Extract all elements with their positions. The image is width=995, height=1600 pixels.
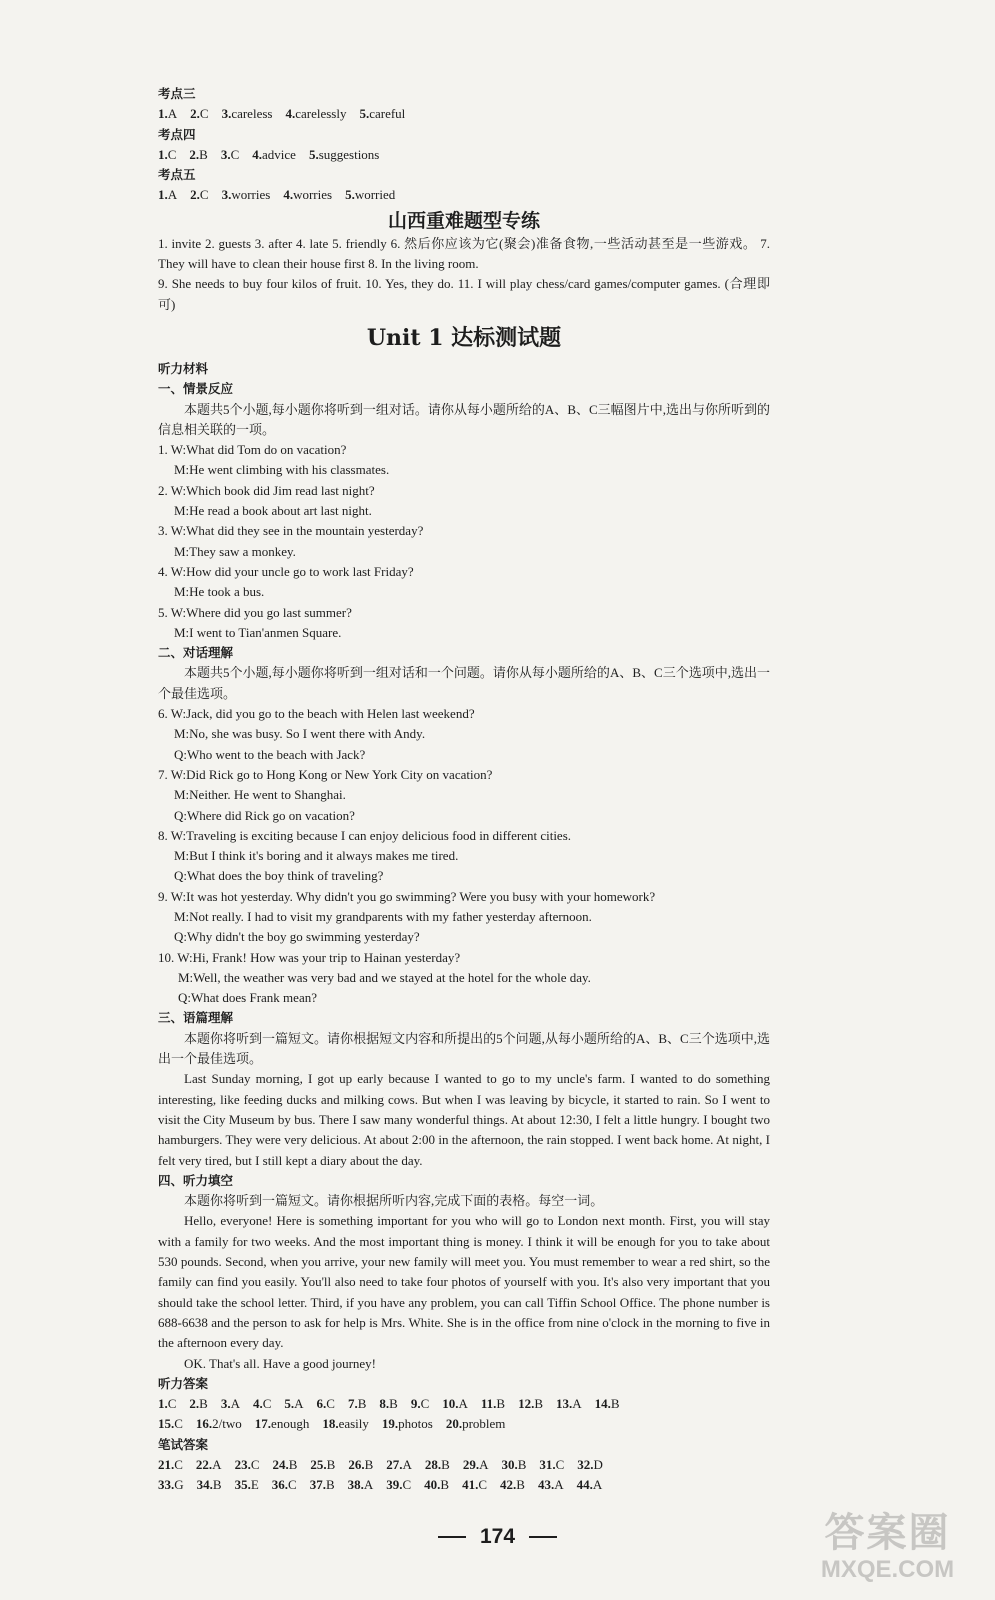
dialogue-line: 3. W:What did they see in the mountain yesterday?	[158, 523, 424, 539]
answer-value: worries	[231, 187, 271, 203]
answer-number: 1.	[158, 146, 168, 162]
answer-value: B	[516, 1477, 525, 1493]
answer-number: 3.	[221, 106, 232, 122]
answer-value: B	[199, 1396, 208, 1412]
answer-value: photos	[398, 1416, 433, 1432]
written-answers-row-2	[158, 1475, 770, 1495]
answer-number: 29.	[462, 1457, 480, 1472]
answer-value: B	[326, 1457, 336, 1472]
k4-heading: 考点四	[158, 126, 196, 142]
dialogue-line: 6. W:Jack, did you go to the beach with Helen last weekend?	[158, 706, 475, 722]
answer-value: C	[326, 1396, 335, 1412]
answer-value: worried	[354, 187, 396, 203]
watermark-top: 答案圈	[824, 1510, 951, 1556]
answer-number: 32.	[577, 1457, 594, 1472]
answer-value: C	[167, 146, 177, 162]
answer-value: B	[364, 1457, 374, 1472]
answer-number: 10.	[442, 1396, 459, 1412]
answer-number: 2.	[189, 146, 200, 162]
k3-answers	[158, 104, 770, 124]
shanxi-answers-2: 9. She needs to buy four kilos of fruit. 10. Yes, they do. 11. I will play chess/card games/computer games. (合理即可)	[158, 276, 770, 312]
answer-value: careless	[231, 106, 273, 122]
answer-value: B	[440, 1477, 450, 1493]
dialogue-line: 5. W:Where did you go last summer?	[158, 604, 352, 620]
k3-heading: 考点三	[158, 86, 196, 101]
answer-number: 4.	[252, 146, 263, 162]
answer-value: C	[420, 1396, 430, 1412]
section-4-heading: 四、听力填空	[158, 1172, 234, 1188]
answer-value: A	[572, 1396, 582, 1412]
answer-value: A	[479, 1457, 489, 1472]
dialogue-line: Q:Why didn't the boy go swimming yesterday?	[174, 929, 420, 945]
shanxi-answers-1: 1. invite 2. guests 3. after 4. late 5. friendly 6. 然后你应该为它(聚会)准备食物,一些活动甚至是一些游戏。 7. They will have to clean their house first 8. In the living room.	[158, 235, 770, 272]
answer-number: 27.	[386, 1457, 403, 1472]
answer-number: 7.	[347, 1396, 358, 1412]
answer-value: C	[555, 1457, 565, 1472]
answer-value: advice	[262, 146, 296, 162]
answer-value: A	[167, 187, 178, 203]
watermark-logo	[800, 1510, 975, 1592]
section-2-intro: 本题共5个小题,每小题你将听到一组对话和一个问题。请你从每小题所给的A、B、C三个选项中,选出一个最佳选项。	[158, 665, 770, 701]
answer-number: 5.	[345, 187, 355, 203]
answer-value: C	[174, 1416, 183, 1432]
dialogue-line: M:I went to Tian'anmen Square.	[174, 624, 342, 640]
section-2-heading: 二、对话理解	[158, 645, 234, 661]
answer-number: 2.	[189, 1396, 200, 1412]
answer-value: C	[262, 1396, 272, 1412]
answer-number: 44.	[576, 1477, 593, 1493]
answer-number: 8.	[379, 1396, 390, 1412]
answer-number: 30.	[501, 1457, 518, 1472]
answer-number: 20.	[445, 1416, 463, 1432]
answer-number: 31.	[539, 1457, 556, 1472]
k4-answers	[158, 145, 770, 165]
section-3-heading: 三、语篇理解	[158, 1010, 234, 1026]
dialogue-line: 7. W:Did Rick go to Hong Kong or New York City on vacation?	[158, 766, 493, 782]
answer-value: worries	[293, 187, 333, 203]
answer-number: 13.	[556, 1396, 573, 1412]
answer-value: G	[174, 1477, 184, 1493]
dialogue-line: Q:What does the boy think of traveling?	[174, 868, 384, 884]
dialogue-line: M:Well, the weather was very bad and we stayed at the hotel for the whole day.	[178, 969, 591, 985]
watermark-bottom: MXQE.COM	[820, 1556, 955, 1583]
unit-title: Unit 1 达标测试题	[366, 324, 562, 351]
answer-value: B	[212, 1477, 222, 1493]
answer-number: 18.	[322, 1416, 339, 1432]
k5-answers	[158, 185, 770, 205]
answer-value: A	[554, 1477, 564, 1493]
answer-value: B	[517, 1457, 527, 1472]
answer-number: 43.	[537, 1477, 555, 1493]
answer-value: B	[389, 1396, 398, 1412]
answer-number: 4.	[285, 106, 296, 122]
section-1-dialogues	[158, 440, 770, 643]
listening-answers-row-2	[158, 1414, 770, 1434]
answer-value: B	[496, 1396, 506, 1412]
dialogue-line: 4. W:How did your uncle go to work last Friday?	[158, 563, 414, 579]
answer-value: C	[174, 1457, 183, 1472]
answer-number: 16.	[195, 1416, 213, 1432]
answer-number: 2.	[190, 187, 200, 203]
dialogue-line: M:But I think it's boring and it always makes me tired.	[174, 848, 459, 864]
answer-value: B	[441, 1457, 450, 1472]
answer-value: C	[402, 1477, 412, 1493]
answer-number: 26.	[348, 1457, 365, 1472]
answer-number: 3.	[220, 1396, 231, 1412]
answer-number: 24.	[272, 1457, 289, 1472]
section-4-closing: OK. That's all. Have a good journey!	[184, 1355, 376, 1371]
answer-number: 22.	[195, 1457, 213, 1472]
answer-value: B	[199, 146, 208, 162]
answer-number: 1.	[158, 1396, 168, 1412]
answer-number: 1.	[158, 187, 168, 203]
answer-number: 5.	[308, 146, 319, 162]
section-4-intro: 本题你将听到一篇短文。请你根据所听内容,完成下面的表格。每空一词。	[184, 1193, 604, 1209]
answer-value: C	[199, 106, 209, 122]
answer-number: 37.	[309, 1477, 326, 1493]
answer-value: B	[610, 1396, 620, 1412]
dialogue-line: 8. W:Traveling is exciting because I can enjoy delicious food in different cities.	[158, 827, 572, 843]
answer-value: easily	[338, 1416, 369, 1432]
answer-number: 15.	[158, 1416, 175, 1432]
answer-value: C	[478, 1477, 488, 1493]
answer-value: A	[294, 1396, 304, 1412]
listening-heading: 听力材料	[158, 360, 209, 376]
shanxi-title: 山西重难题型专练	[387, 209, 540, 232]
answer-value: C	[250, 1457, 260, 1472]
answer-value: careful	[369, 106, 406, 122]
answer-number: 42.	[500, 1477, 517, 1493]
answer-value: carelessly	[295, 106, 347, 122]
answer-page	[158, 84, 770, 1496]
answer-number: 5.	[284, 1396, 295, 1412]
section-1-intro: 本题共5个小题,每小题你将听到一组对话。请你从每小题所给的A、B、C三幅图片中,选出与你所听到的信息相关联的一项。	[158, 401, 770, 437]
answer-value: C	[230, 146, 240, 162]
answer-number: 38.	[347, 1477, 364, 1493]
dialogue-line: M:He went climbing with his classmates.	[174, 462, 390, 478]
answer-value: E	[250, 1477, 259, 1493]
page-number-dash-right	[529, 1536, 557, 1538]
dialogue-line: 9. W:It was hot yesterday. Why didn't you go swimming? Were you busy with your homework?	[158, 888, 656, 904]
answer-number: 23.	[234, 1457, 251, 1472]
section-3-intro: 本题你将听到一篇短文。请你根据短文内容和所提出的5个问题,从每小题所给的A、B、C三个选项中,选出一个最佳选项。	[158, 1030, 770, 1067]
answer-number: 34.	[196, 1477, 213, 1493]
written-answers-row-1	[158, 1455, 770, 1475]
answer-number: 14.	[594, 1396, 611, 1412]
answer-number: 5.	[359, 106, 370, 122]
answer-value: C	[199, 187, 209, 203]
answer-value: enough	[271, 1416, 310, 1432]
listening-answers-row-1	[158, 1394, 770, 1414]
answer-number: 41.	[462, 1477, 479, 1493]
answer-number: 3.	[220, 146, 231, 162]
dialogue-line: 10. W:Hi, Frank! How was your trip to Hainan yesterday?	[158, 949, 461, 965]
dialogue-line: M:He took a bus.	[174, 584, 265, 600]
answer-number: 2.	[190, 106, 200, 122]
answer-value: C	[167, 1396, 177, 1412]
answer-number: 4.	[283, 187, 294, 203]
answer-number: 39.	[386, 1477, 403, 1493]
answer-value: B	[288, 1457, 298, 1472]
answer-number: 35.	[234, 1477, 251, 1493]
dialogue-line: Q:Who went to the beach with Jack?	[174, 746, 366, 762]
k5-heading: 考点五	[158, 167, 196, 183]
answer-number: 25.	[310, 1457, 327, 1472]
answer-number: 33.	[158, 1477, 175, 1493]
section-4-passage: Hello, everyone! Here is something important for you who will go to London next month. First, you will stay with a family for two weeks. And the most important thing is money. I think it will be enough for you to take about 530 pounds. Second, when you arrive, your new family will meet you. You must remember to wear a red shirt, so the family can find you easily. You'll also need to take four photos of yourself with you. It's also very important that you should take the school letter. Third, if you have any problem, you can call Tiffin School Office. The phone number is 688-6638 and the person to ask for help is Mrs. White. She is in the office from nine o'clock in the morning to five in the afternoon every day.	[158, 1213, 770, 1351]
answer-value: C	[288, 1477, 297, 1493]
answer-value: A	[212, 1457, 222, 1472]
dialogue-line: 2. W:Which book did Jim read last night?	[158, 482, 375, 498]
answer-number: 17.	[254, 1416, 272, 1432]
dialogue-line: M:They saw a monkey.	[174, 543, 296, 559]
page-number-dash-left	[438, 1536, 466, 1538]
answer-number: 9.	[410, 1396, 421, 1412]
answer-value: A	[363, 1477, 374, 1493]
answer-number: 1.	[158, 106, 168, 122]
dialogue-line: Q:Where did Rick go on vacation?	[174, 807, 355, 823]
answer-value: B	[325, 1477, 335, 1493]
answer-number: 40.	[424, 1477, 441, 1493]
answer-number: 4.	[252, 1396, 263, 1412]
answer-value: suggestions	[318, 146, 380, 162]
dialogue-line: M:Not really. I had to visit my grandparents with my father yesterday afternoon.	[174, 908, 592, 924]
answer-value: problem	[462, 1416, 506, 1432]
answer-value: A	[458, 1396, 468, 1412]
answer-number: 19.	[381, 1416, 399, 1432]
answer-value: A	[167, 106, 178, 122]
dialogue-line: M:He read a book about art last night.	[174, 503, 372, 519]
page-number-value: 174	[479, 1525, 516, 1548]
answer-value: A	[592, 1477, 603, 1493]
section-3-passage: Last Sunday morning, I got up early because I wanted to go to my uncle's farm. I wanted to do something interesting, like feeding ducks and milking cows. But when I was leaving by bicycle, it started to rain. So I went to visit the City Museum by bus. There I saw many wonderful things. At about 12:30, I felt a little hungry. I bought two hamburgers. They were very delicious. At about 2:00 in the afternoon, the rain stopped. I went back home. At night, I felt very tired, but I still kept a diary about the day.	[158, 1071, 770, 1168]
answer-value: A	[402, 1457, 412, 1472]
answer-number: 36.	[271, 1477, 289, 1493]
answer-value: B	[534, 1396, 544, 1412]
answer-number: 3.	[221, 187, 232, 203]
answer-number: 21.	[158, 1457, 175, 1472]
written-answers-heading: 笔试答案	[158, 1436, 209, 1452]
dialogue-line: Q:What does Frank mean?	[178, 990, 317, 1006]
section-1-heading: 一、情景反应	[158, 381, 234, 397]
section-2-dialogues	[158, 704, 770, 1008]
dialogue-line: M:Neither. He went to Shanghai.	[174, 787, 346, 803]
answer-value: 2/two	[212, 1416, 242, 1432]
answer-value: A	[230, 1396, 240, 1412]
answer-number: 11.	[480, 1396, 497, 1412]
answer-value: D	[593, 1457, 603, 1472]
answer-number: 28.	[424, 1457, 442, 1472]
answer-number: 6.	[316, 1396, 327, 1412]
answer-value: B	[357, 1396, 367, 1412]
answer-number: 12.	[518, 1396, 535, 1412]
listening-answers-heading: 听力答案	[158, 1375, 209, 1391]
dialogue-line: M:No, she was busy. So I went there with Andy.	[174, 726, 426, 742]
dialogue-line: 1. W:What did Tom do on vacation?	[158, 442, 347, 458]
